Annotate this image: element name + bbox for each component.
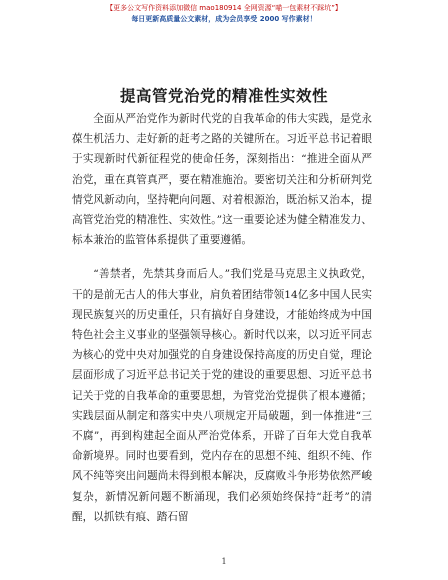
paragraph: “善禁者，先禁其身而后人。”我们党是马克思主义执政党，干的是前无古人的伟大事业，肩负着团结带领14亿多中国人民实现民族复兴的历史重任，只有搞好自身建设，才能始终成为中国特色社会主义事业的坚强领导核心。新时代以来，以习近平同志为核心的党中央对加强党的自身建设保持高度的历史自觉，理论层面形成了习近平总书记关于党的建设的重要思想、习近平总书记关于党的自我革命的重要思想，为管党治党提供了根本遵循；实践层面从制定和落实中央八项规定开局破题，到一体推进“三不腐”，再到构建起全面从严治党体系，开辟了百年大党自我革命新境界。同时也要看到，党内存在的思想不纯、组织不纯、作风不纯等突出问题尚未得到根本解决，反腐败斗争形势依然严峻复杂，新情况新问题不断涌现，我们必须始终保持“赶考”的清醒，以抓铁有痕、踏石留 (72, 268, 372, 523)
promo-banner-line1: 【更多公文写作资料添加微信 mao180914 全网资源“喵一包素材不踩坑”】 (106, 4, 342, 12)
paragraph: 全面从严治党作为新时代党的自我革命的伟大实践，是党永葆生机活力、走好新的赶考之路的关键所在。习近平总书记着眼于实现新时代新征程党的使命任务，深刻指出：“推进全面从严治党，重在真管真严，要在精准施治。要密切关注和分析研判党情党风新动向，坚持靶向问题、对着根源治，既治标又治本，提高管党治党的精准性、实效性。”这一重要论述为健全精准发力、标本兼治的监管体系提供了重要遵循。 (72, 113, 372, 247)
promo-banner (0, 2, 448, 25)
document-title: 提高管党治党的精准性实效性 (119, 87, 328, 105)
page-number: 1 (221, 557, 227, 566)
promo-banner-line2: 每日更新高质量公文素材，成为会员享受 2000 写作素材！ (131, 15, 317, 23)
document-body (72, 109, 372, 527)
